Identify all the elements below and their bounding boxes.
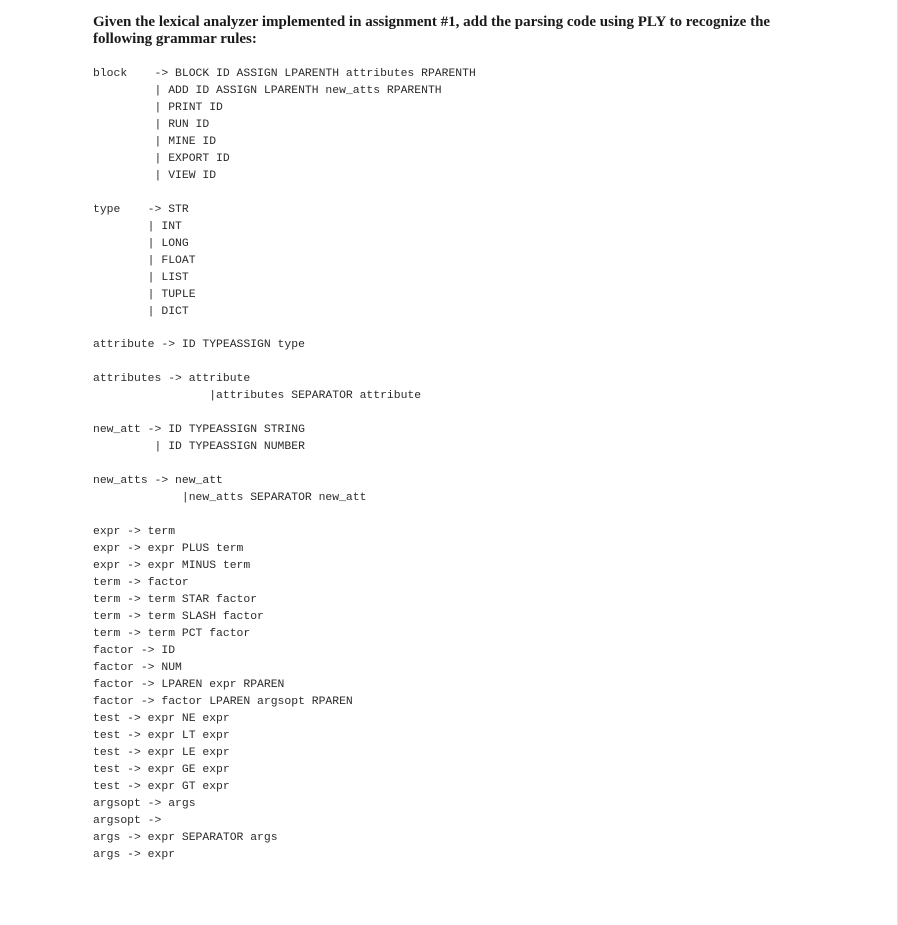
grammar-block-rules: block -> BLOCK ID ASSIGN LPARENTH attributes RPARENTH | ADD ID ASSIGN LPARENTH new_atts RPARENTH | PRINT ID | RUN ID | MINE ID | EXPORT ID | VIEW ID xyxy=(93,68,476,182)
assignment-instructions: Given the lexical analyzer implemented in assignment #1, add the parsing code using PLY to recognize the following grammar rules: xyxy=(93,14,771,47)
grammar-expression-rules: expr -> term expr -> expr PLUS term expr -> expr MINUS term term -> factor term -> term STAR factor term -> term SLASH factor term -> term PCT factor factor -> ID factor -> NUM factor -> LPAREN expr RPAREN factor -> factor LPAREN argsopt RPAREN test -> expr NE expr test -> expr LT expr test -> expr LE expr test -> expr GE expr test -> expr GT expr argsopt -> args argsopt -> args -> expr SEPARATOR args args -> expr xyxy=(93,526,353,861)
grammar-attribute-rule: attribute -> ID TYPEASSIGN type xyxy=(93,339,305,351)
grammar-type-rules: type -> STR | INT | LONG | FLOAT | LIST | TUPLE | DICT xyxy=(93,204,196,318)
grammar-new-att-rules: new_att -> ID TYPEASSIGN STRING | ID TYPEASSIGN NUMBER xyxy=(93,424,305,453)
grammar-attributes-rules: attributes -> attribute |attributes SEPARATOR attribute xyxy=(93,373,422,402)
grammar-new-atts-rules: new_atts -> new_att |new_atts SEPARATOR new_att xyxy=(93,475,367,504)
